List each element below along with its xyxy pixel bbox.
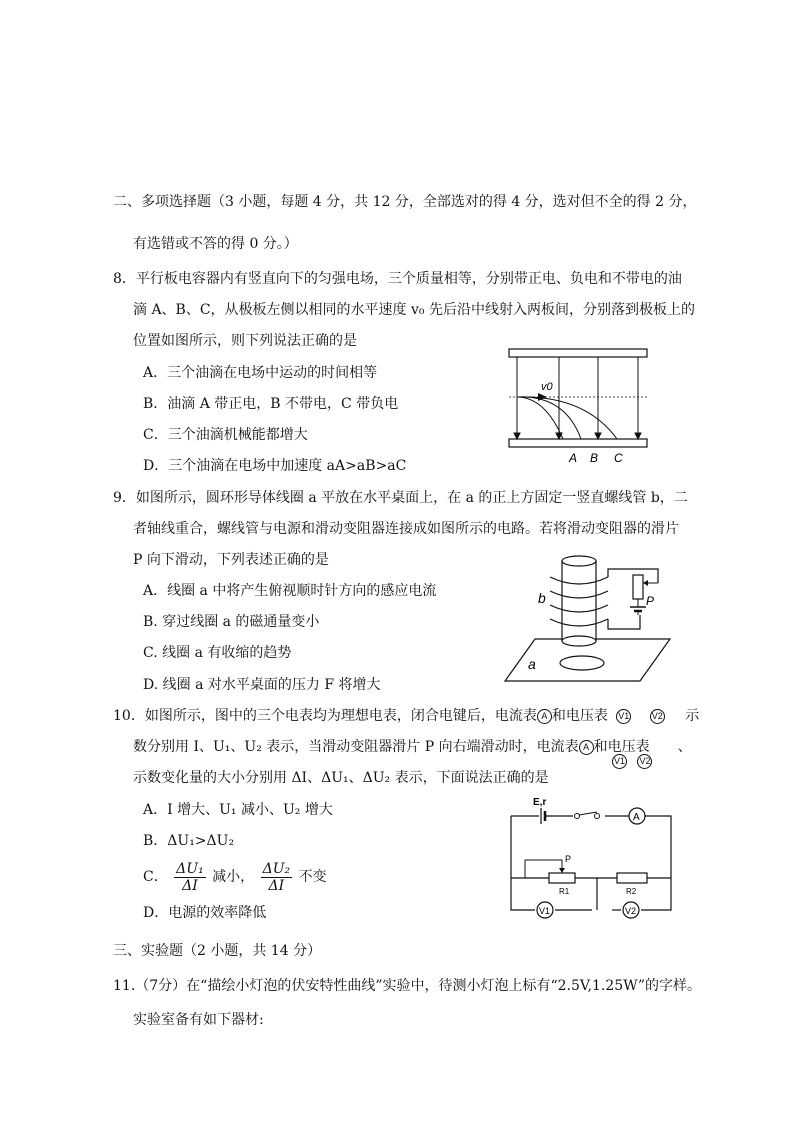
q8-stem-3: 位置如图所示，则下列说法正确的是 <box>133 333 357 349</box>
q8-option-a: A．三个油滴在电场中运动的时间相等 <box>143 365 378 381</box>
q10-option-c: C． $\frac{\text{ΔU₁}}{\Delta I}$ 减小， $\frac{\text{ΔU₂}}{\Delta I}$ 不变 <box>143 860 327 894</box>
section-heading: 三、实验题（2 小题，共 14 分） <box>113 943 322 959</box>
q8-option-b: B．油滴 A 带正电，B 不带电，C 带负电 <box>143 396 399 412</box>
bottom-plate <box>509 439 647 447</box>
circuit-figure <box>505 796 677 920</box>
solenoid-b <box>550 556 658 646</box>
q9-stem-3: P 向下滑动，下列表述正确的是 <box>133 552 329 568</box>
ammeter-symbol: A <box>537 709 552 724</box>
label-a: A <box>569 451 578 465</box>
q8-option-d: D．三个油滴在电场中加速度 aA>aB>aC <box>143 458 407 474</box>
q9-option-b: B. 穿过线圈 a 的磁通量变小 <box>143 614 320 630</box>
section-heading: 二、多项选择题（3 小题，每题 4 分，共 12 分，全部选对的得 4 分，选对但不全的得 2 分， <box>113 194 697 210</box>
q10-option-a: A．I 增大、U₁ 减小、U₂ 增大 <box>143 802 333 818</box>
label-a: a <box>528 656 536 672</box>
resistor-r1 <box>549 873 575 883</box>
voltmeter-v2-symbol: V2 <box>637 754 652 769</box>
q10-stem-2: 数分别用 I、U₁、U₂ 表示，当滑动变阻器滑片 P 向右端滑动时，电流表 A 和电压表 、 <box>133 739 692 755</box>
rheostat <box>633 575 643 599</box>
q8-option-c: C．三个油滴机械能都增大 <box>143 427 308 443</box>
q9-option-c: C. 线圈 a 有收缩的趋势 <box>143 645 292 661</box>
q9-option-a: A．线圈 a 中将产生俯视顺时针方向的感应电流 <box>143 583 437 599</box>
q11-stem-2: 实验室备有如下器材: <box>133 1012 264 1028</box>
switch <box>575 812 600 819</box>
q10-meter-symbols <box>612 752 652 770</box>
label-p: P <box>646 594 655 608</box>
svg-text:V1: V1 <box>539 906 551 916</box>
capacitor-figure <box>505 345 655 467</box>
voltmeter-v1-symbol: V1 <box>616 709 631 724</box>
q9-stem-2: 者轴线重合，螺线管与电源和滑动变阻器连接成如图所示的电路。若将滑动变阻器的滑片 <box>133 521 679 537</box>
q8-stem-2: 滴 A、B、C，从极板左侧以相同的水平速度 v₀ 先后沿中线射入两板间，分别落到极板上的 <box>133 302 695 318</box>
resistor-r2 <box>617 873 647 883</box>
q9-option-d: D. 线圈 a 对水平桌面的压力 F 将增大 <box>143 677 381 693</box>
q9-stem-1: 9．如图所示，圆环形导体线圈 a 平放在水平桌面上，在 a 的正上方固定一竖直螺线管 b，二 <box>113 490 688 506</box>
svg-text:A: A <box>633 812 640 823</box>
voltmeter-v2-symbol: V2 <box>650 709 665 724</box>
q8-stem-1: 8．平行板电容器内有竖直向下的匀强电场，三个质量相等，分别带正电、负电和不带电的油 <box>113 271 682 287</box>
fraction-du2-di: $\frac{\text{ΔU₂}}{\Delta I}$ <box>262 860 291 894</box>
solenoid-figure <box>500 553 675 685</box>
q10-stem-3: 示数变化量的大小分别用 ΔI、ΔU₁、ΔU₂ 表示，下面说法正确的是 <box>133 770 549 786</box>
v0-label: v0 <box>541 381 553 393</box>
ammeter-symbol: A <box>579 740 594 755</box>
q11-stem-1: 11.（7分）在“描绘小灯泡的伏安特性曲线”实验中，待测小灯泡上标有“2.5V,1.25W”的字样。 <box>113 978 701 994</box>
voltmeter-v1-symbol: V1 <box>612 754 627 769</box>
svg-text:V2: V2 <box>625 906 637 916</box>
q10-option-b: B．ΔU₁>ΔU₂ <box>143 833 235 849</box>
q10-stem-1: 10．如图所示，图中的三个电表均为理想电表，闭合电键后，电流表 A 和电压表 V1 V2 示 <box>113 708 700 724</box>
label-c: C <box>614 451 623 465</box>
top-plate <box>509 349 647 357</box>
q10-option-d: D．电源的效率降低 <box>143 905 267 921</box>
label-b: b <box>538 590 546 606</box>
section-heading-cont: 有选错或不答的得 0 分。） <box>133 236 298 252</box>
label-r2: R2 <box>626 887 637 896</box>
label-r1: R1 <box>559 887 570 896</box>
label-p: P <box>565 854 572 864</box>
fraction-du1-di: $\frac{\text{ΔU₁}}{\Delta I}$ <box>176 860 204 894</box>
label-b: B <box>590 451 599 465</box>
source-label: E,r <box>533 797 547 808</box>
